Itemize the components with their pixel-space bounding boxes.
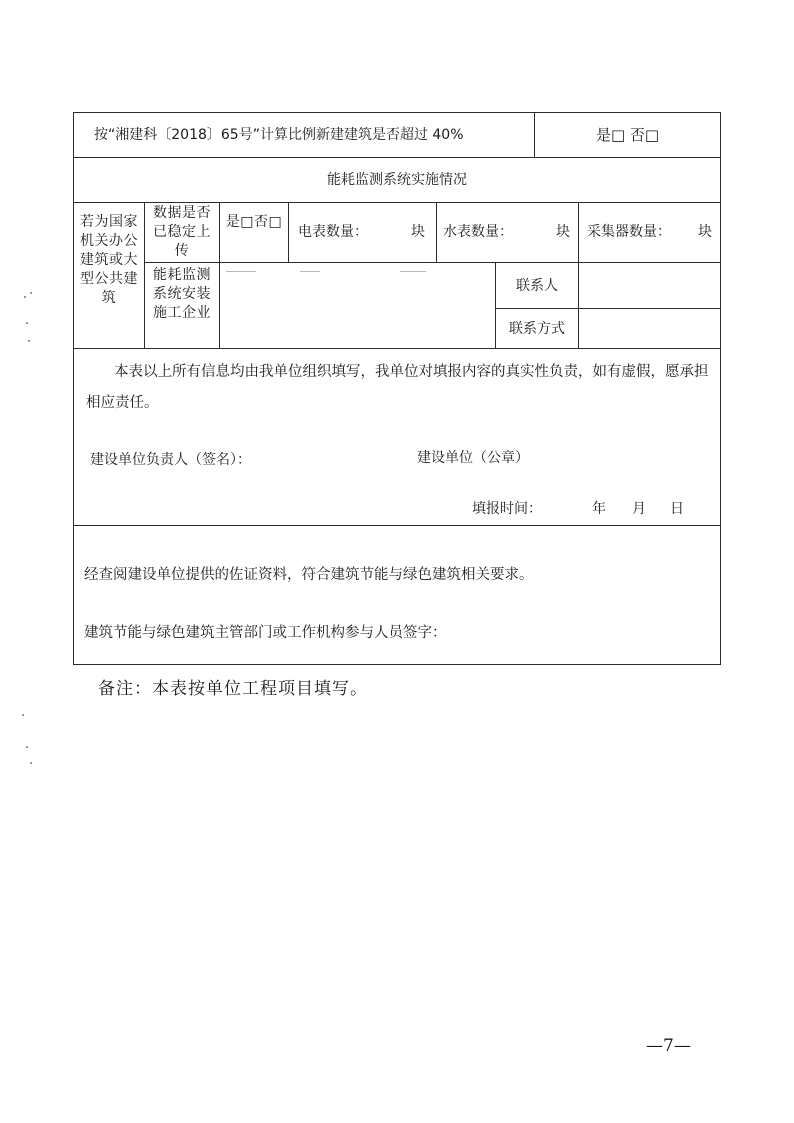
review-sign-label: 建筑节能与绿色建筑主管部门或工作机构参与人员签字：: [84, 625, 447, 641]
page-number: —7—: [646, 1036, 691, 1056]
section-title: 能耗监测系统实施情况: [327, 172, 467, 188]
scan-speck: [30, 292, 32, 294]
scan-speck: [26, 322, 28, 324]
date-day: 日: [670, 501, 684, 517]
date-year: 年: [592, 501, 606, 517]
building-scope-label: 若为国家机关办公建筑或大型公共建筑: [80, 214, 138, 306]
electric-meter-unit: 块: [411, 224, 425, 240]
review-text: 经查阅建设单位提供的佐证资料，符合建筑节能与绿色建筑相关要求。: [84, 567, 534, 583]
ratio-answer-checkboxes[interactable]: 是□ 否□: [595, 126, 660, 144]
collector-label: 采集器数量：: [587, 224, 671, 240]
scan-speck: [28, 340, 30, 342]
date-month: 月: [632, 501, 646, 517]
unit-seal-label: 建设单位（公章）: [417, 450, 529, 466]
ratio-question: 按“湘建科〔2018〕65号”计算比例新建建筑是否超过 40%: [94, 127, 464, 143]
contact-person-label: 联系人: [516, 278, 558, 294]
installer-label: 能耗监测系统安装施工企业: [153, 267, 211, 321]
electric-meter-label: 电表数量：: [298, 224, 368, 240]
date-label: 填报时间：: [472, 501, 542, 517]
water-meter-unit: 块: [556, 224, 570, 240]
scan-speck: [26, 746, 28, 748]
contact-method-label: 联系方式: [509, 321, 565, 337]
scan-speck: [24, 296, 26, 298]
collector-unit: 块: [698, 224, 712, 240]
scan-speck: [22, 714, 24, 716]
scan-speck: [30, 762, 32, 764]
declaration-text: 本表以上所有信息均由我单位组织填写，我单位对填报内容的真实性负责，如有虚假，愿承担相应责任。: [86, 364, 709, 411]
leader-signature-label: 建设单位负责人（签名）：: [90, 452, 251, 468]
upload-status-checkboxes[interactable]: 是□否□: [225, 214, 283, 230]
water-meter-label: 水表数量：: [443, 224, 513, 240]
footnote: 备注：本表按单位工程项目填写。: [98, 679, 368, 699]
upload-status-label: 数据是否已稳定上传: [153, 205, 211, 259]
